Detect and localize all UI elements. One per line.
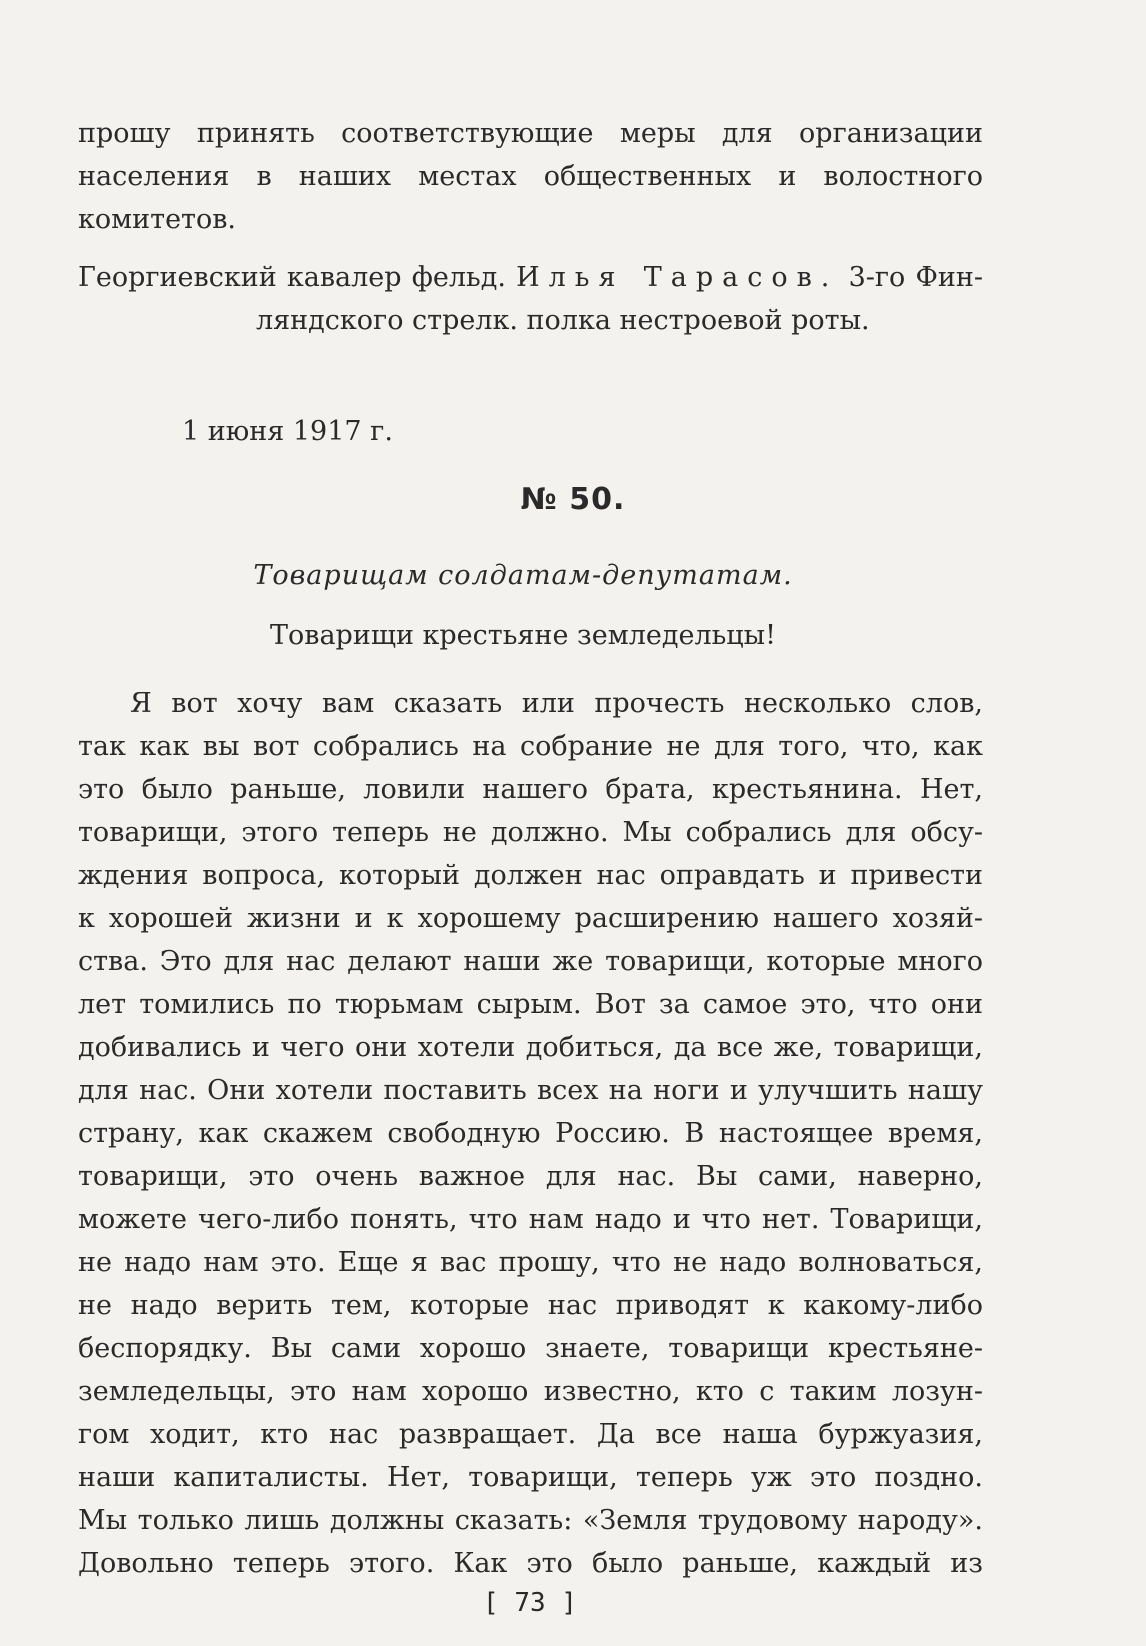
signature-rank: Георгиевский кавалер фельд. <box>78 262 506 293</box>
signature-line-2: ляндского стрелк. полка нестроевой роты. <box>256 305 870 336</box>
text-line: комитетов. <box>78 204 237 235</box>
text-line: можете чего-либо понять, что нам надо и что нет. Товарищи, <box>78 1204 983 1235</box>
text-line: наши капиталисты. Нет, товарищи, теперь уж это поздно. <box>78 1462 983 1493</box>
signature-name: Илья Тарасов. <box>516 262 839 293</box>
text-line: ждения вопроса, который должен нас оправдать и привести <box>78 860 983 891</box>
text-line: не надо нам это. Еще я вас прошу, что не надо волноваться, <box>78 1247 983 1278</box>
text-line: прошу принять соответствующие меры для организации <box>78 118 983 149</box>
text-line: Я вот хочу вам сказать или прочесть несколько слов, <box>130 688 983 719</box>
text-line: лет томились по тюрьмам сырым. Вот за самое это, что они <box>78 989 983 1020</box>
signature-block <box>78 256 983 342</box>
text-line: товарищи, этого теперь не должно. Мы собрались для обсу- <box>78 817 983 848</box>
text-line: для нас. Они хотели поставить всех на ноги и улучшить нашу <box>78 1075 983 1106</box>
text-line: товарищи, это очень важное для нас. Вы сами, наверно, <box>78 1161 983 1192</box>
signature-unit-start: 3-го Фин- <box>848 262 983 293</box>
text-line: гом ходит, кто нас развращает. Да все наша буржуазия, <box>78 1419 983 1450</box>
text-line: населения в наших местах общественных и волостного <box>78 161 983 192</box>
document-heading: Товарищам солдатам-депутатам. <box>253 560 793 591</box>
text-line: это было раньше, ловили нашего брата, крестьянина. Нет, <box>78 774 983 805</box>
body-paragraph <box>78 682 983 1585</box>
text-line: к хорошей жизни и к хорошему расширению нашего хозяй- <box>78 903 983 934</box>
document-date: 1 июня 1917 г. <box>182 416 393 447</box>
document-number: № 50. <box>520 482 626 517</box>
text-line: страну, как скажем свободную Россию. В настоящее время, <box>78 1118 983 1149</box>
page-number: [ 73 ] <box>483 1588 577 1618</box>
text-line: не надо верить тем, которые нас приводят к какому-либо <box>78 1290 983 1321</box>
signature-line-1 <box>78 256 983 299</box>
intro-paragraph <box>78 112 983 241</box>
text-line: добивались и чего они хотели добиться, да все же, товарищи, <box>78 1032 983 1063</box>
text-line: так как вы вот собрались на собрание не для того, что, как <box>78 731 983 762</box>
text-line: земледельцы, это нам хорошо известно, кто с таким лозун- <box>78 1376 983 1407</box>
text-line: ства. Это для нас делают наши же товарищи, которые много <box>78 946 983 977</box>
text-line: беспорядку. Вы сами хорошо знаете, товарищи крестьяне- <box>78 1333 983 1364</box>
text-line: Мы только лишь должны сказать: «Земля трудовому народу». <box>78 1505 983 1536</box>
text-line: Довольно теперь этого. Как это было раньше, каждый из <box>78 1548 983 1579</box>
document-greeting: Товарищи крестьяне земледельцы! <box>270 620 776 651</box>
